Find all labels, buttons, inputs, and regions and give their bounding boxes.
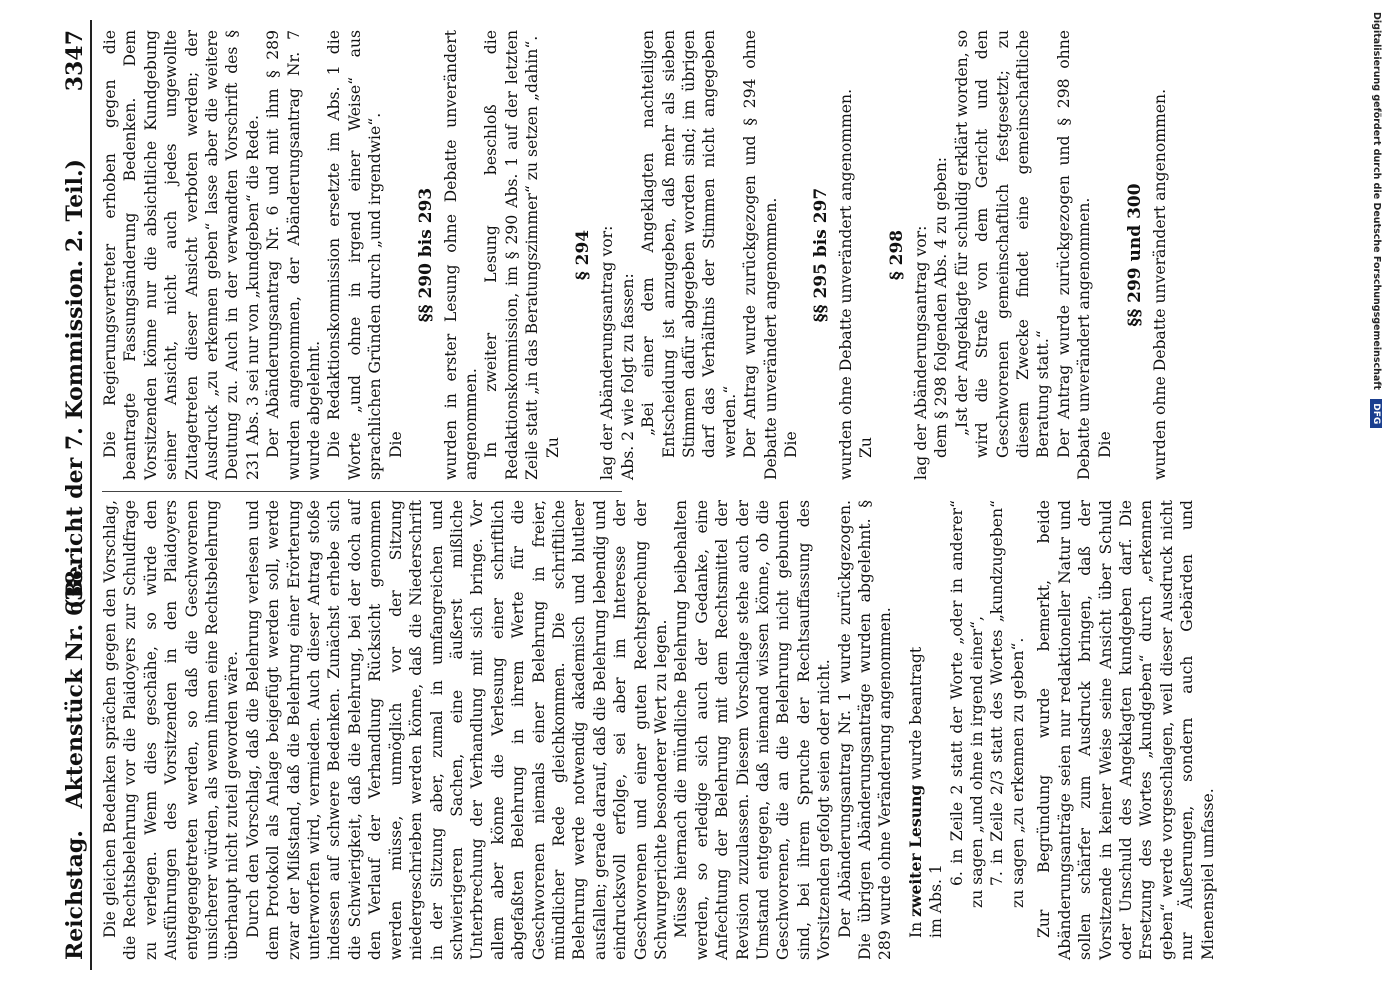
text-run: In bbox=[906, 921, 925, 938]
paragraph: Zu bbox=[543, 437, 562, 458]
text-run: wurde beantragt bbox=[906, 646, 925, 780]
header-document-number: Aktenstück Nr. 638. bbox=[62, 562, 88, 809]
page-header bbox=[58, 30, 98, 960]
paragraph: Zur Begründung wurde bemerkt, beide Abänderungsanträge seien nur redaktioneller Natur und sollen schärfer zum Ausdruck bringen, daß der Vorsitzende in keiner Weise seine Ansicht über Schuld oder Unschuld des Angeklagten kundgeben darf. Die Ersetzung des Wortes „kundgeben“ durch „erkennen geben“ werde vorgeschlagen, weil dieser Ausdruck nicht nur Äußerungen, sondern auch Gebärden und Mienenspiel umfasse. bbox=[1035, 500, 1217, 960]
dfg-logo: DFG bbox=[1370, 399, 1382, 428]
column-divider bbox=[102, 491, 622, 492]
right-column bbox=[100, 30, 1170, 480]
paragraph: dem § 298 folgenden Abs. 4 zu geben: bbox=[932, 156, 951, 458]
paragraph bbox=[906, 500, 926, 960]
paragraph: Die Regierungsvertreter erhoben gegen die beantragte Fassungsänderung Bedenken. Dem Vorsitzenden könne nur die absichtliche Kundgebung seiner Ansicht, nicht auch jedes ungewollte Zutagetreten dieser Ansicht verboten werden; der Ausdruck „zu erkennen geben“ lasse aber die weitere Deutung zu. Auch in der verwandten Vorschrift des § 231 Abs. 3 sei nur von „kundgeben“ die Rede. bbox=[101, 30, 262, 480]
header-left bbox=[62, 549, 88, 960]
page-number: 3347 bbox=[62, 30, 88, 92]
paragraph: In zweiter Lesung beschloß die Redaktionskommission, im § 290 Abs. 1 auf der letzten Zeile statt „in das Beratungszimmer“ zu setzen „dahin“. bbox=[482, 30, 542, 480]
section-heading: §§ 299 und 300 bbox=[1125, 183, 1146, 327]
paragraph: Die bbox=[386, 431, 405, 458]
paragraph: lag der Abänderungsantrag vor: bbox=[598, 225, 617, 480]
paragraph: Müsse hiernach die mündliche Belehrung beibehalten werden, so erledige sich auch der Gedanke, eine Anfechtung der Belehrung mit dem Rechtsmittel der Revision zuzulassen. Diesem Vorschlage stehe auch der Umstand entgegen, daß niemand wissen könne, ob die Geschworenen, die an die Belehrung nicht gebunden sind, bei ihrem Spruche der Rechtsauffassung des Vorsitzenden gefolgt seien oder nicht. bbox=[672, 500, 834, 960]
quotation: „Ist der Angeklagte für schuldig erklärt worden, so wird die Strafe von dem Gericht und den Geschworenen gemeinschaftlich festgesetzt; zu diesem Zwecke findet eine gemeinschaftliche Beratung statt.“ bbox=[952, 30, 1053, 458]
paragraph: Die gleichen Bedenken sprächen gegen den Vorschlag, die Rechtsbelehrung vor die Plaidoyers zur Schuldfrage zu verlegen. Wenn dies geschähe, so würde den Ausführungen des Vorsitzenden in den Plaidoyers entgegengetreten werden, so daß die Geschworenen unsicherer würden, als wenn ihnen eine Rechtsbelehrung überhaupt nicht zuteil geworden wäre. bbox=[101, 500, 242, 960]
paragraph: wurden in erster Lesung ohne Debatte unverändert angenommen. bbox=[441, 30, 480, 480]
credit-text: Digitalisierung gefördert durch die Deutsche Forschungsgemeinschaft bbox=[1371, 12, 1382, 390]
paragraph: Der Antrag wurde zurückgezogen und § 298 ohne Debatte unverändert angenommen. bbox=[1054, 30, 1094, 480]
digitization-credit-bar bbox=[1362, 12, 1382, 992]
digitization-credit bbox=[1362, 12, 1382, 992]
section-heading: §§ 295 bis 297 bbox=[811, 187, 832, 323]
header-right bbox=[62, 30, 88, 609]
paragraph: wurden ohne Debatte unverändert angenommen. bbox=[836, 88, 855, 480]
left-column bbox=[100, 500, 1218, 960]
paragraph: Der Antrag wurde zurückgezogen und § 294 ohne Debatte unverändert angenommen. bbox=[741, 30, 780, 480]
paragraph: Die bbox=[1095, 431, 1114, 458]
section-heading: § 294 bbox=[572, 229, 593, 281]
quotation: „Bei einer dem Angeklagten nachteiligen Entscheidung ist anzugeben, daß mehr als sieben Stimmen dafür abgegeben worden sind; im übrigen darf das Verhältnis der Stimmen nicht angegeben werden.“ bbox=[639, 30, 739, 458]
section-heading: §§ 290 bis 293 bbox=[416, 187, 437, 323]
paragraph: Abs. 2 wie folgt zu fassen: bbox=[618, 273, 637, 480]
header-reichstag: Reichstag. bbox=[62, 830, 88, 960]
paragraph: lag der Abänderungsantrag vor: bbox=[912, 225, 931, 480]
header-rule bbox=[90, 20, 92, 970]
header-report: (Bericht der 7. Kommission. 2. Teil.) bbox=[62, 158, 88, 609]
paragraph: Die Redaktionskommission ersetzte im Abs. 1 die Worte „und ohne in irgend einer Weise“ aus sprachlichen Gründen durch „und irgendwie“. bbox=[325, 30, 385, 480]
paragraph: Der Abänderungsantrag Nr. 6 und mit ihm § 289 wurden angenommen, der Abänderungsantrag Nr. 7 wurde abgelehnt. bbox=[264, 30, 324, 480]
paragraph: Durch den Vorschlag, daß die Belehrung verlesen und dem Protokoll als Anlage beigefügt werden soll, werde zwar der Mißstand, daß die Belehrung einer Erörterung unterworfen wird, vermieden. Auch dieser Antrag stoße indessen auf schwere Bedenken. Zunächst erhebe sich die Schwierigkeit, daß die Belehrung, bei der doch auf den Verlauf der Verhandlung Rücksicht genommen werden müsse, unmöglich vor der Sitzung niedergeschrieben werden könne, daß die Niederschrift in der Sitzung aber, zumal in umfangreichen und schwierigeren Sachen, eine äußerst mißliche Unterbrechung der Verhandlung mit sich bringe. Vor allem aber könne die Verlesung einer schriftlich abgefaßten Belehrung in ihrem Werte für die Geschworenen niemals einer Belehrung in freier, mündlicher Rede gleichkommen. Die schriftliche Belehrung werde notwendig akademisch und blutleer ausfallen; gerade darauf, daß die Belehrung lebendig und eindrucksvoll erfolge, sei aber im Interesse der Geschworenen und einer guten Rechtsprechung der Schwurgerichte besonderer Wert zu legen. bbox=[243, 500, 670, 960]
section-heading: § 298 bbox=[886, 229, 907, 281]
paragraph: Der Abänderungsantrag Nr. 1 wurde zurückgezogen. Die übrigen Abänderungsanträge wurden abgelehnt. § 289 wurde ohne Veränderung angenommen. bbox=[835, 500, 895, 960]
paragraph: wurden ohne Debatte unverändert angenommen. bbox=[1150, 88, 1169, 480]
paragraph: im Abs. 1 bbox=[927, 864, 946, 938]
list-item: 6. in Zeile 2 statt der Worte „oder in anderer“ zu sagen „und ohne in irgend einer“, bbox=[947, 500, 987, 908]
emphasis: zweiter Lesung bbox=[905, 784, 925, 917]
paragraph: Die bbox=[782, 431, 800, 458]
list-item: 7. in Zeile 2/3 statt des Wortes „kundzugeben“ zu sagen „zu erkennen zu geben“. bbox=[988, 500, 1027, 908]
paragraph: Zu bbox=[857, 437, 876, 458]
